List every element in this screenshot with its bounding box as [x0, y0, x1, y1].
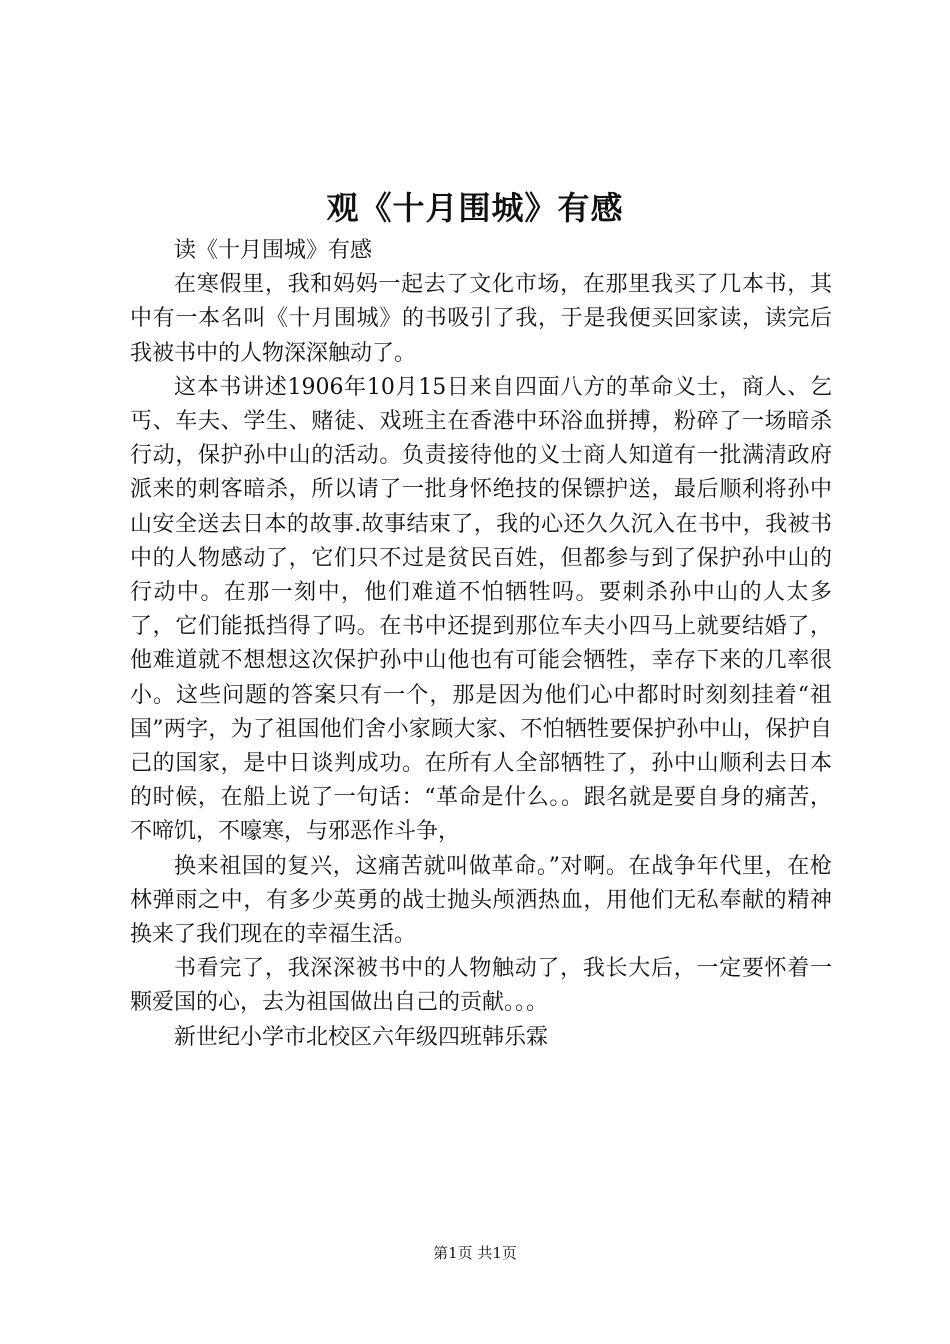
author-signature: 新世纪小学市北校区六年级四班韩乐霖 [174, 1024, 549, 1050]
subtitle-line: 读《十月围城》有感 [174, 238, 373, 263]
paragraph: 换来祖国的复兴，这痛苦就叫做革命。”对啊。在战争年代里，在枪林弹雨之中，有多少英勇的战士抛头颅洒热血，用他们无私奉献的精神换来了我们现在的幸福生活。 [130, 853, 832, 948]
paragraph: 在寒假里，我和妈妈一起去了文化市场，在那里我买了几本书，其中有一本名叫《十月围城》的书吸引了我，于是我便买回家读，读完后我被书中的人物深深触动了。 [130, 272, 832, 366]
page-footer: 第1页 共1页 [433, 1244, 517, 1262]
paragraph: 这本书讲述1906年10月15日来自四面八方的革命义士，商人、乞丐、车夫、学生、赌徒、戏班主在香港中环浴血拼搏，粉碎了一场暗杀行动，保护孙中山的活动。负责接待他的义士商人知道有一批满清政府派来的刺客暗杀，所以请了一批身怀绝技的保镖护送，最后顺利将孙中山安全送去日本的故事.故事结束了，我的心还久久沉入在书中，我被书中的人物感动了，它们只不过是贫民百姓，但都参与到了保护孙中山的行动中。在那一刻中，他们难道不怕牺牲吗。要刺杀孙中山的人太多了，它们能抵挡得了吗。在书中还提到那位车夫小四马上就要结婚了，他难道就不想想这次保护孙中山他也有可能会牺牲，幸存下来的几率很小。这些问题的答案只有一个，那是因为他们心中都时时刻刻挂着“祖国”两字，为了祖国他们舍小家顾大家、不怕牺牲要保护孙中山，保护自己的国家，是中日谈判成功。在所有人全部牺牲了，孙中山顺利去日本的时候，在船上说了一句话：“革命是什么。。跟名就是要自身的痛苦，不啼饥，不嚎寒，与邪恶作斗争， [130, 374, 832, 845]
page-title: 观《十月围城》有感 [326, 189, 624, 227]
paragraph: 书看完了，我深深被书中的人物触动了，我长大后，一定要怀着一颗爱国的心，去为祖国做出自己的贡献。。。 [130, 956, 832, 1016]
document-body [130, 234, 832, 1055]
